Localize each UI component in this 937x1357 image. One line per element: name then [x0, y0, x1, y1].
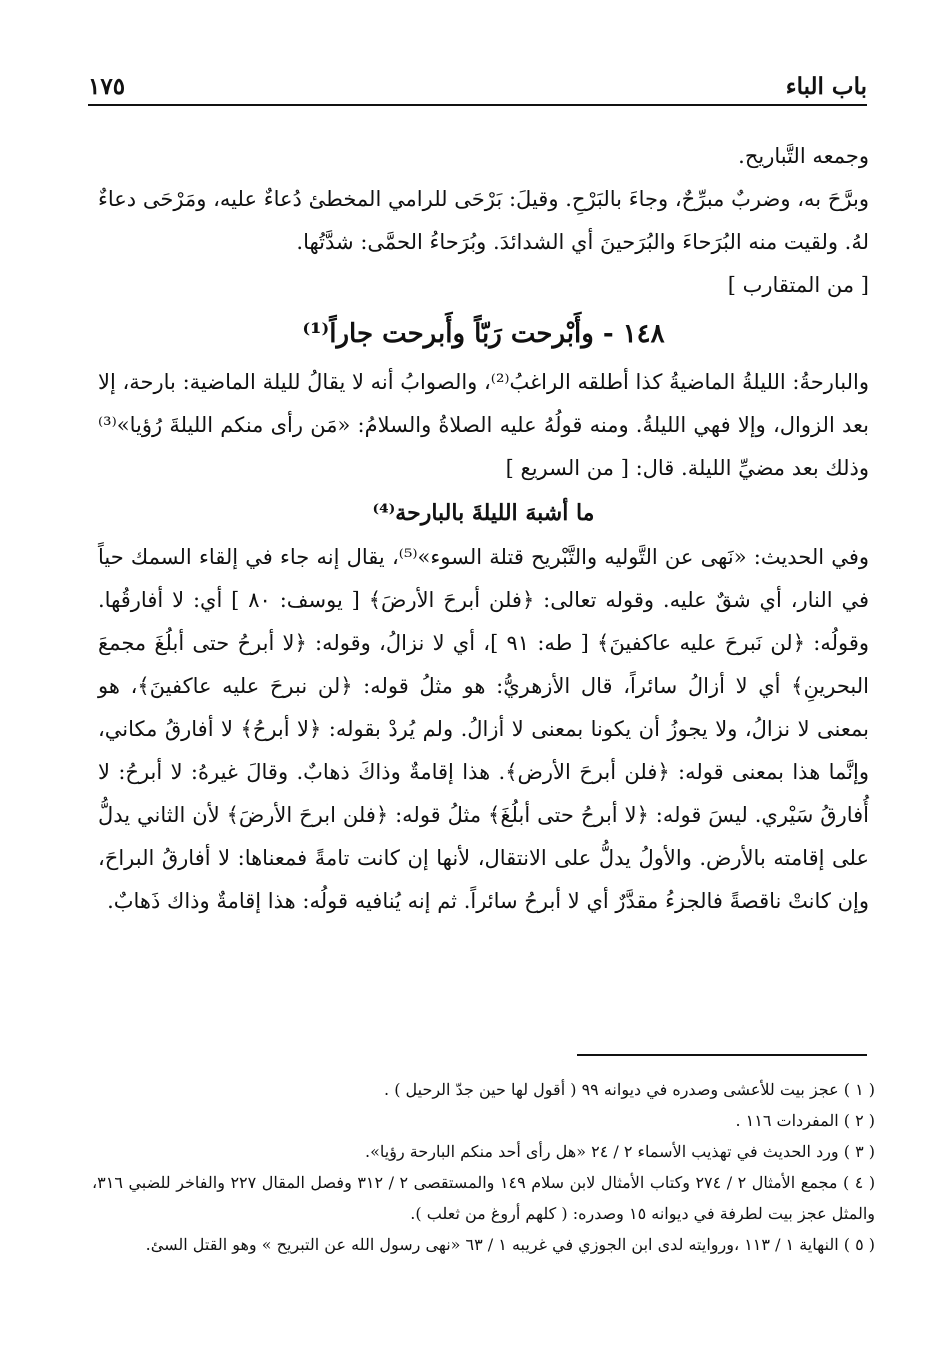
page-number: ١٧٥ — [88, 73, 126, 100]
page-header — [88, 60, 867, 100]
paragraph-3: والبارحةُ: الليلةُ الماضيةُ كذا أطلقه الراغبُ⁽²⁾، والصوابُ أنه لا يقالُ لليلة الماضية: بارحة، إلا بعد الزوال، وإلا فهي الليلةُ. ومنه قولُهُ عليه الصلاةُ والسلامُ: «مَن رأى منكم الليلةَ رُؤيا»⁽³⁾ وذلك بعد مضيِّ الليلة. قال: [ من السريع ] — [98, 370, 869, 480]
meter-label: [ من المتقارب ] — [727, 273, 869, 297]
verse-hemistich: ما أشبهَ الليلةَ بالبارحة⁽⁴⁾ — [372, 500, 595, 526]
verse-heading: ١٤٨ - وأَبْرحت رَبّاً وأَبرحت جاراً⁽¹⁾ — [302, 319, 665, 349]
main-text — [98, 135, 869, 923]
footnote-1: ( ١ ) عجز بيت للأعشى وصدره في ديوانه ٩٩ ( أقول لها حين جدّ الرحيل ) . — [384, 1080, 875, 1099]
paragraph-1: وجمعه التَّباريح. — [738, 144, 869, 168]
footnote-5: ( ٥ ) النهاية ١ / ١١٣ ،وروايته لدى ابن الجوزي في غريبه ١ / ٦٣ «نهى رسول الله عن التبريح » وهو القتل السئ. — [145, 1235, 875, 1254]
footnote-4: ( ٤ ) مجمع الأمثال ٢ / ٢٧٤ وكتاب الأمثال لابن سلام ١٤٩ والمستقصى ٢ / ٣١٢ وفصل المقال ٢٢٧ والفاخر للضبي ٣١٦، والمثل عجز بيت لطرفة في ديوانه ١٥ وصدره: ( كلهم أروغ من ثعلب ). — [92, 1173, 876, 1223]
header-divider — [88, 104, 867, 106]
footnote-divider — [577, 1054, 867, 1056]
paragraph-4: وفي الحديث: «نَهى عن التَّوليه والتَّبْريح قتلة السوء»⁽⁵⁾، يقال إنه جاء في إلقاء السمك حياً في النار، أي شقٌ عليه. وقوله تعالى: ﴿فلن أبرحَ الأرضَ﴾ [ يوسف: ٨٠ ] أي: لا أفارقُها. وقولُه: ﴿لن نَبرحَ عليه عاكفينَ﴾ [ طه: ٩١ ]، أي لا نزالُ، وقوله: ﴿لا أبرحُ حتى أبلُغَ مجمعَ البحرينِ﴾ أي لا أزالُ سائراً، قال الأزهريُّ: هو مثلُ قوله: ﴿لن نبرحَ عليه عاكفينَ﴾، هو بمعنى لا نزالُ، ولا يجوزُ أن يكونا بمعنى لا أزالُ. ولم يُردْ بقوله: ﴿لا أبرحُ﴾ لا أفارقُ مكاني، وإنَّما هذا بمعنى قوله: ﴿فلن أبرحَ الأرض﴾. هذا إقامةٌ وذاكَ ذهابٌ. وقالَ غيرهُ: لا أبرحُ: لا أُفارقُ سَيْري. ليسَ قوله: ﴿لا أبرحُ حتى أبلُغَ﴾ مثلُ قوله: ﴿فلن ابرحَ الأرضَ﴾ لأن الثاني يدلُّ على إقامته بالأرض. والأولُ يدلُّ على الانتقال، لأنها إن كانت تامةً فمعناها: لا أفارقُ البراحَ، وإن كانتْ ناقصةً فالجزءُ مقدَّرٌ أي لا أبرحُ سائراً. ثم إنه يُنافيه قولُه: هذا إقامةٌ وذاك ذَهابٌ. — [98, 545, 870, 913]
chapter-title: باب الباء — [785, 73, 867, 100]
footnote-3: ( ٣ ) ورد الحديث في تهذيب الأسماء ٢ / ٢٤ «هل رأى أحد منكم البارحة رؤيا». — [365, 1142, 875, 1161]
footnotes — [92, 1074, 875, 1260]
footnote-2: ( ٢ ) المفردات ١١٦ . — [735, 1111, 875, 1130]
paragraph-2: وبرَّحَ به، وضربٌ مبرِّحٌ، وجاءَ بالبَرْحِ. وقيلَ: بَرْحَى للرامي المخطئ دُعاءٌ عليه، ومَرْحَى دعاءٌ لهُ. ولقيت منه البُرَحاءَ والبُرَحينَ أي الشدائدَ. وبُرَحاءُ الحمَّى: شدَّتُها. — [98, 187, 869, 254]
